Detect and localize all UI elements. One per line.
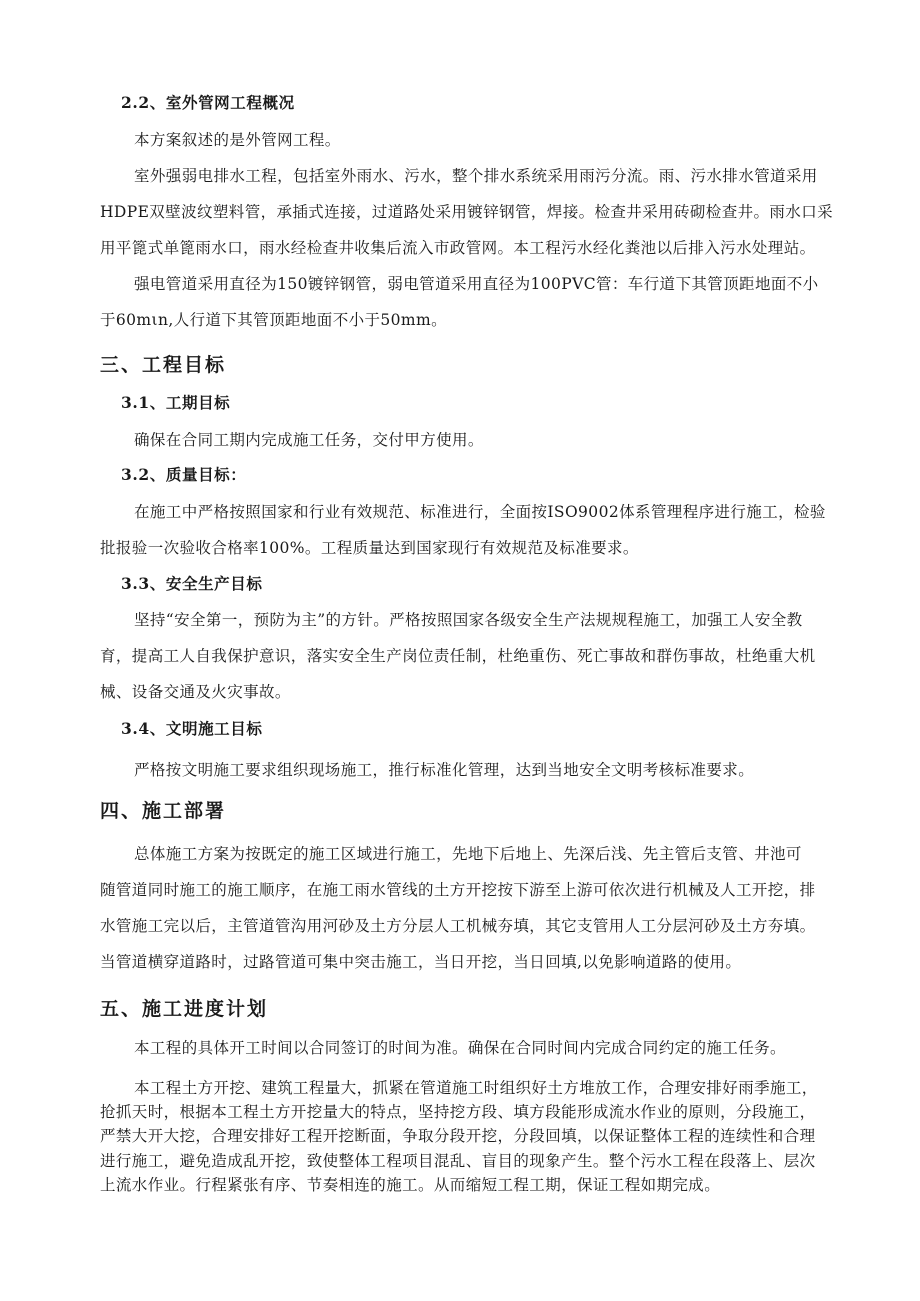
text-line: 随管道同时施工的施工顺序，在施工雨水管线的土方开挖按下游至上游可依次进行机械及人工开挖，排 xyxy=(100,881,816,899)
heading-3-3: 3.3、安全生产目标 xyxy=(121,574,263,593)
text-line: 抢抓天时，根据本工程土方开挖量大的特点，坚持挖方段、填方段能形成流水作业的原则，分段施工， xyxy=(100,1103,816,1122)
text-line: 确保在合同工期内完成施工任务，交付甲方使用。 xyxy=(134,431,484,449)
text-line: 本方案叙述的是外管网工程。 xyxy=(134,131,341,149)
text-line: 总体施工方案为按既定的施工区域进行施工，先地下后地上、先深后浅、先主管后支管、井池可 xyxy=(134,845,802,863)
text-line: 用平篦式单篦雨水口，雨水经检查井收集后流入市政管网。本工程污水经化粪池以后排入污水处理站。 xyxy=(100,239,816,257)
text-line: 进行施工，避免造成乱开挖，致使整体工程项目混乱、盲目的现象产生。整个污水工程在段落上、层次 xyxy=(100,1151,816,1170)
heading-3-1: 3.1、工期目标 xyxy=(121,393,231,412)
text-line: 严格按文明施工要求组织现场施工，推行标准化管理，达到当地安全文明考核标准要求。 xyxy=(134,761,755,779)
paragraph-3-2 xyxy=(100,494,865,566)
text-line: 育，提高工人自我保护意识，落实安全生产岗位责任制，杜绝重伤、死亡事故和群伤事故，杜绝重大机 xyxy=(100,647,816,665)
text-line: 水管施工完以后，主管道管沟用河砂及土方分层人工机械夯填，其它支管用人工分层河砂及土方夯填。 xyxy=(100,917,816,935)
paragraph-3-4 xyxy=(100,752,865,788)
text-line: 于60mιn,人行道下其管顶距地面不小于50mm。 xyxy=(100,311,448,329)
text-line: HDPE双壁波纹塑料管，承插式连接，过道路处采用镀锌钢管，焊接。检查井采用砖砌检查井。雨水口采 xyxy=(100,203,833,221)
text-line: 批报验一次验收合格率100%。工程质量达到国家现行有效规范及标准要求。 xyxy=(100,539,639,557)
heading-3-2: 3.2、质量目标： xyxy=(121,465,247,484)
text-line: 在施工中严格按照国家和行业有效规范、标准进行，全面按ISO9002体系管理程序进行施工，检验 xyxy=(134,503,826,521)
heading-section-5: 五、施工进度计划 xyxy=(100,998,269,1020)
heading-section-4: 四、施工部署 xyxy=(100,800,227,822)
paragraph-4 xyxy=(100,836,865,980)
paragraph-2-2-electrical xyxy=(100,266,865,338)
text-line: 上流水作业。行程紧张有序、节奏相连的施工。从而缩短工程工期，保证工程如期完成。 xyxy=(100,1175,721,1194)
text-line: 械、设备交通及火灾事故。 xyxy=(100,683,291,701)
paragraph-3-3 xyxy=(100,602,865,710)
text-line: 本工程土方开挖、建筑工程量大，抓紧在管道施工时组织好土方堆放工作，合理安排好雨季施工， xyxy=(134,1079,818,1097)
heading-section-3: 三、工程目标 xyxy=(100,354,227,376)
paragraph-3-1 xyxy=(100,422,865,458)
paragraph-2-2-intro xyxy=(100,122,865,158)
text-line: 强电管道采用直径为150镀锌钢管，弱电管道采用直径为100PVC管：车行道下其管顶距地面不小 xyxy=(134,275,819,293)
heading-3-4: 3.4、文明施工目标 xyxy=(121,719,263,738)
paragraph-5-schedule xyxy=(100,1076,865,1197)
heading-2-2: 2.2、室外管网工程概况 xyxy=(121,93,295,112)
text-line: 坚持“安全第一，预防为主”的方针。严格按照国家各级安全生产法规规程施工，加强工人安全教 xyxy=(134,611,803,629)
text-line: 当管道横穿道路时，过路管道可集中突击施工，当日开挖，当日回填,以免影响道路的使用。 xyxy=(100,953,742,971)
text-line: 室外强弱电排水工程，包括室外雨水、污水，整个排水系统采用雨污分流。雨、污水排水管道采用 xyxy=(134,167,818,185)
paragraph-2-2-drainage xyxy=(100,158,865,266)
text-line: 严禁大开大挖，合理安排好工程开挖断面，争取分段开挖，分段回填，以保证整体工程的连续性和合理 xyxy=(100,1127,816,1146)
paragraph-5-start-time xyxy=(100,1030,865,1066)
text-line: 本工程的具体开工时间以合同签订的时间为准。确保在合同时间内完成合同约定的施工任务。 xyxy=(134,1039,786,1057)
